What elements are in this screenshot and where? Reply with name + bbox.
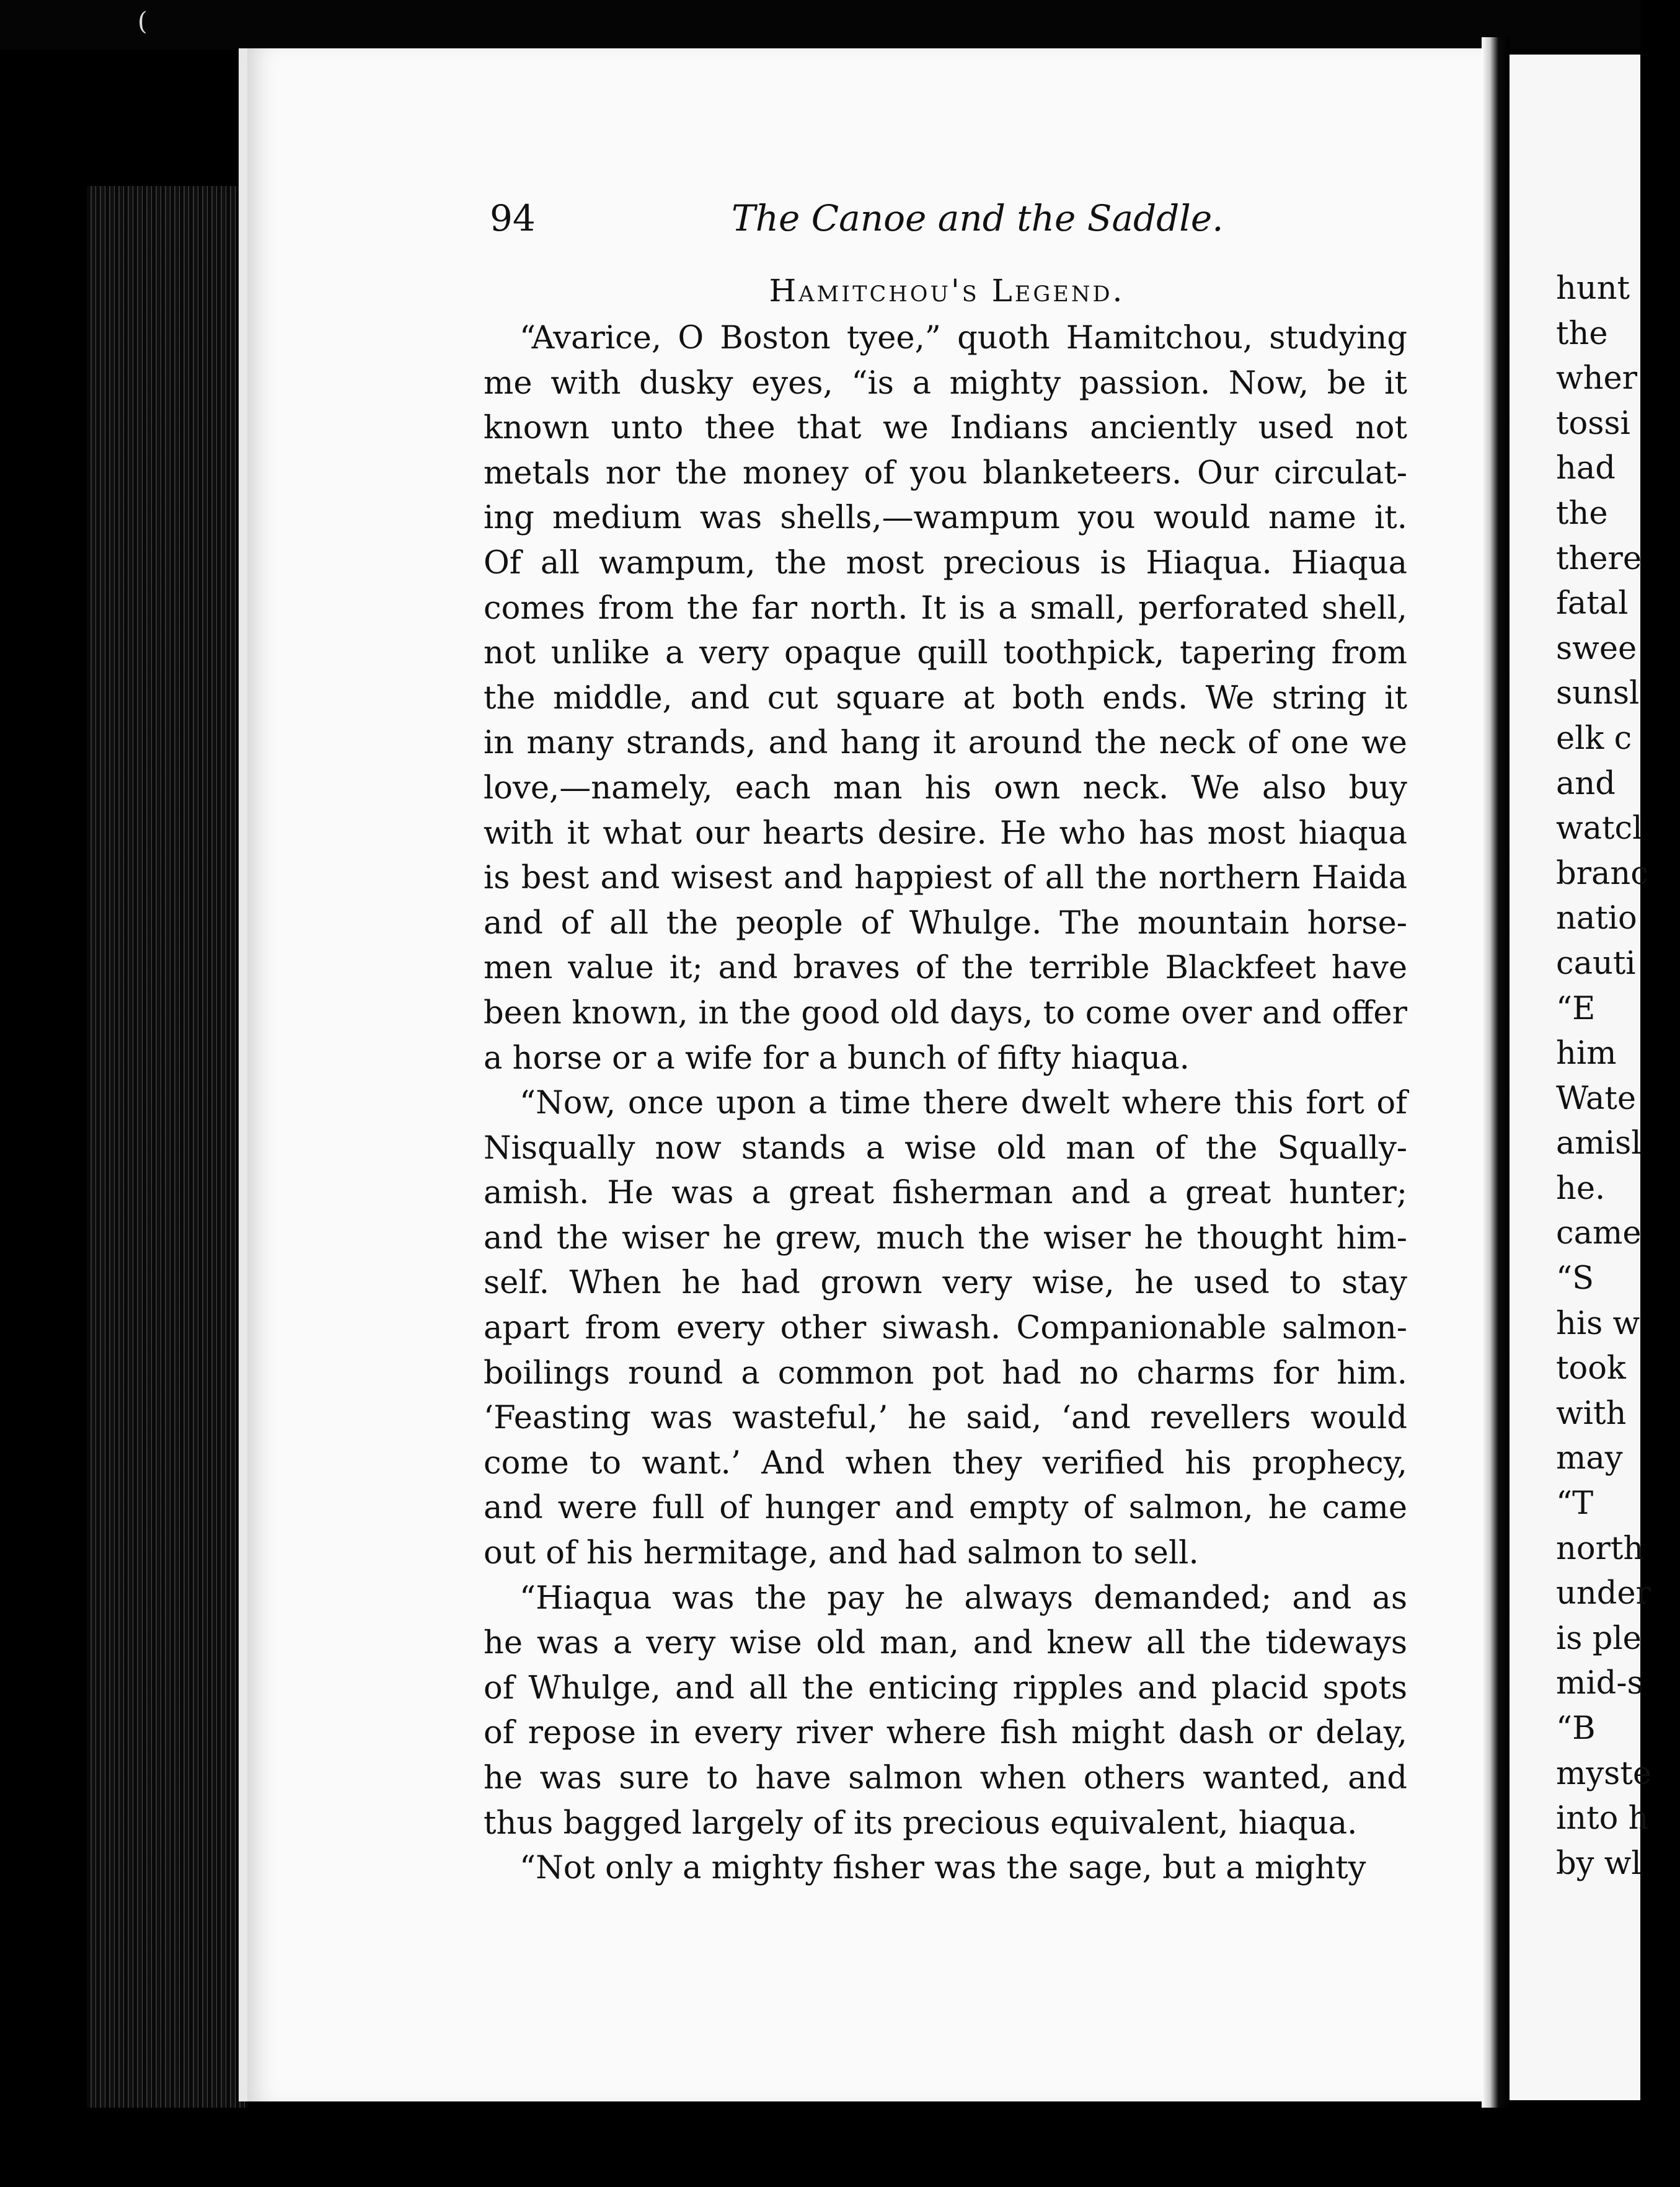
text-line: ‘Feasting was wasteful,’ he said, ‘and revellers would xyxy=(484,1400,1407,1437)
text-line: he was sure to have salmon when others wanted, and xyxy=(484,1760,1407,1796)
paragraph xyxy=(484,1081,1407,1576)
text-line: self. When he had grown very wise, he used to stay xyxy=(484,1265,1407,1302)
right-page-fragment: came xyxy=(1556,1215,1642,1252)
right-page-fragment: branc xyxy=(1556,855,1648,892)
corner-mark: ( xyxy=(138,7,148,36)
text-line: comes from the far north. It is a small, perforated shell, xyxy=(484,590,1407,627)
paragraph xyxy=(484,1846,1407,1891)
text-line: of Whulge, and all the enticing ripples and placid spots xyxy=(484,1669,1407,1707)
right-page-text-fragments xyxy=(1556,267,1680,1886)
right-page-fragment: Wate xyxy=(1556,1080,1637,1117)
right-page-fragment: cauti xyxy=(1556,945,1636,982)
right-page-fragment: by wl xyxy=(1556,1845,1642,1882)
right-page-fragment: “E xyxy=(1556,990,1596,1027)
text-line: amish. He was a great fisherman and a great hunter; xyxy=(484,1175,1407,1212)
right-page-fragment: watcl xyxy=(1556,810,1643,847)
text-line: thus bagged largely of its precious equivalent, hiaqua. xyxy=(484,1805,1358,1842)
running-title: The Canoe and the Saddle. xyxy=(732,197,1224,239)
text-line: known unto thee that we Indians anciently used not xyxy=(484,410,1407,447)
text-line: “Avarice, O Boston tyee,” quoth Hamitchou, studying xyxy=(519,320,1407,356)
text-line: is best and wisest and happiest of all the northern Haida xyxy=(484,860,1407,897)
right-page-fragment: he. xyxy=(1556,1170,1606,1207)
text-line: not unlike a very opaque quill toothpick, tapering from xyxy=(484,635,1407,672)
right-page-fragment: may xyxy=(1556,1440,1623,1477)
right-page-fragment: is ple xyxy=(1556,1620,1642,1657)
top-border xyxy=(0,0,1640,50)
text-line: and were full of hunger and empty of salmon, he came xyxy=(484,1490,1407,1527)
right-page-fragment: amisl xyxy=(1556,1125,1642,1162)
right-page-fragment: elk c xyxy=(1556,720,1632,757)
text-line: Nisqually now stands a wise old man of the Squally- xyxy=(484,1129,1407,1167)
text-line: “Now, once upon a time there dwelt where this fort of xyxy=(519,1085,1407,1122)
text-line: Of all wampum, the most precious is Hiaqua. Hiaqua xyxy=(484,544,1407,581)
right-page-fragment: had xyxy=(1556,450,1616,487)
text-line: and the wiser he grew, much the wiser he thought him- xyxy=(484,1219,1407,1257)
text-line: love,—namely, each man his own neck. We also buy xyxy=(484,769,1407,806)
right-page-fragment: the xyxy=(1556,495,1608,532)
page-header xyxy=(490,197,1224,247)
right-page-fragment: fatal xyxy=(1556,585,1629,622)
text-line: the middle, and cut square at both ends. We string it xyxy=(484,679,1407,717)
text-line: he was a very wise old man, and knew all the tideways xyxy=(484,1625,1407,1662)
text-line: “Not only a mighty fisher was the sage, but a mighty xyxy=(519,1850,1366,1887)
right-page-fragment: the xyxy=(1556,315,1608,352)
right-page-fragment: sunsl xyxy=(1556,675,1640,712)
section-heading: Hamitchou's Legend. xyxy=(769,273,1125,309)
right-page-fragment: natio xyxy=(1556,900,1637,937)
text-line: come to want.’ And when they verified his prophecy, xyxy=(484,1444,1407,1482)
text-line: out of his hermitage, and had salmon to sell. xyxy=(484,1535,1199,1572)
text-line: in many strands, and hang it around the neck of one we xyxy=(484,725,1407,762)
right-page-fragment: there xyxy=(1556,540,1642,577)
right-page-fragment: him xyxy=(1556,1035,1617,1072)
text-line: boilings round a common pot had no charms for him. xyxy=(484,1354,1407,1392)
right-page-fragment: mid-s xyxy=(1556,1665,1643,1702)
text-line: metals nor the money of you blanketeers. Our circulat- xyxy=(484,454,1407,492)
text-line: “Hiaqua was the pay he always demanded; and as xyxy=(519,1580,1407,1617)
right-page-fragment: into h xyxy=(1556,1800,1649,1837)
right-page-fragment: tossi xyxy=(1556,405,1630,442)
paragraph xyxy=(484,1576,1407,1847)
right-page-fragment: and xyxy=(1556,765,1616,802)
text-line: ing medium was shells,—wampum you would name it. xyxy=(484,500,1407,537)
text-line: men value it; and braves of the terrible Blackfeet have xyxy=(484,950,1407,987)
text-line: a horse or a wife for a bunch of fifty hiaqua. xyxy=(484,1040,1190,1077)
right-page-fragment: “S xyxy=(1556,1260,1594,1297)
book-gutter xyxy=(1482,37,1510,2108)
text-line: and of all the people of Whulge. The mountain horse- xyxy=(484,904,1407,942)
right-page-fragment: his w xyxy=(1556,1305,1640,1342)
body-text xyxy=(484,316,1407,1891)
right-page-fragment: wher xyxy=(1556,360,1638,397)
right-page-fragment: “B xyxy=(1556,1710,1596,1747)
right-page-fragment: swee xyxy=(1556,630,1637,667)
page-number: 94 xyxy=(490,197,536,239)
text-line: me with dusky eyes, “is a mighty passion. Now, be it xyxy=(484,365,1407,402)
right-page-fragment: myste xyxy=(1556,1755,1652,1792)
text-line: with it what our hearts desire. He who has most hiaqua xyxy=(484,815,1407,852)
right-page-fragment: “T xyxy=(1556,1485,1594,1522)
right-page-fragment: north xyxy=(1556,1530,1644,1567)
right-page-fragment: with xyxy=(1556,1395,1627,1432)
text-line: of repose in every river where fish might dash or delay, xyxy=(484,1715,1407,1752)
right-page-fragment: took xyxy=(1556,1350,1626,1387)
right-page-fragment: under xyxy=(1556,1575,1651,1612)
page-edge-stack xyxy=(87,186,248,2108)
text-line: been known, in the good old days, to come over and offer xyxy=(484,994,1407,1032)
paragraph xyxy=(484,316,1407,1081)
text-line: apart from every other siwash. Companionable salmon- xyxy=(484,1310,1407,1347)
right-page-fragment: hunt xyxy=(1556,270,1630,307)
